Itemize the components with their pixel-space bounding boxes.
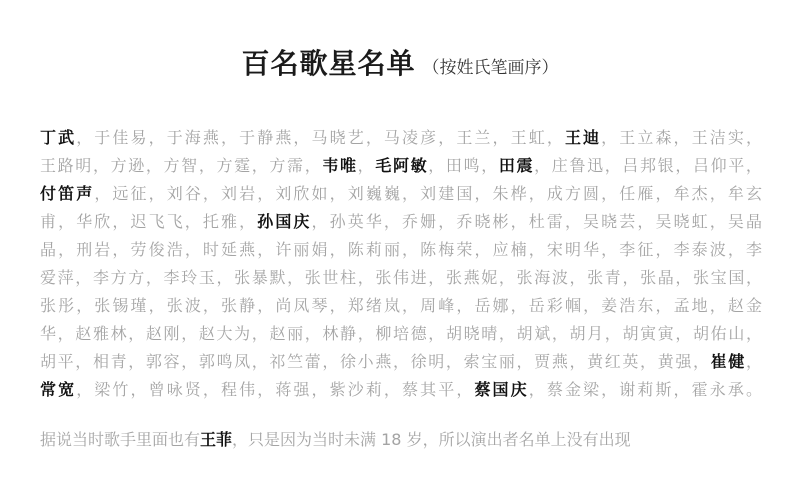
names-text: ，蔡金梁，谢莉斯，霍永承。 [528,380,762,399]
name-list-line [40,376,762,404]
name-list-line [40,124,762,152]
highlighted-singer-name: 蔡国庆 [474,380,529,399]
highlighted-singer-name: 丁武 [40,128,77,147]
names-text: 胡平，相青，郭容，郭鸣凤，祁竺蕾，徐小燕，徐明，索宝丽，贾燕，黄红英，黄强， [40,352,711,371]
names-text: 据说当时歌手里面也有 [40,430,201,449]
names-text: 华，赵雅林，赵刚，赵大为，赵丽，林静，柳培德，胡晓晴，胡斌，胡月，胡寅寅，胡佑山， [40,324,762,343]
highlighted-singer-name: 孙国庆 [257,212,312,231]
names-text: ，梁竹，曾咏贤，程伟，蒋强，紫沙莉，蔡其平， [76,380,475,399]
highlighted-singer-name: 常宽 [40,380,77,399]
footer-note [40,426,762,454]
names-text: 晶，刑岩，劳俊浩，时延燕，许丽娟，陈莉丽，陈梅荣，应楠，宋明华，李征，李泰波，李 [40,240,762,259]
names-text: 爱萍，李方方，李玲玉，张暴默，张世柱，张伟进，张燕妮，张海波，张青，张晶，张宝国， [40,268,762,287]
names-text: ，庄鲁迅，吕邦银，吕仰平， [534,156,762,175]
highlighted-singer-name: 韦唯 [322,156,358,175]
names-text: 甫，华欣，迟飞飞，托雅， [40,212,258,231]
highlighted-singer-name: 付笛声 [40,184,95,203]
name-list-line [40,292,762,320]
names-text: ，王立森，王洁实， [601,128,762,147]
name-list-line [40,208,762,236]
names-text: 王路明，方逊，方智，方霆，方霈， [40,156,323,175]
names-text: ，于佳易，于海燕，于静燕，马晓艺，马凌彦，王兰，王虹， [76,128,565,147]
highlighted-singer-name: 王菲 [200,430,233,449]
name-list-line [40,320,762,348]
highlighted-singer-name: 王迪 [564,128,602,147]
name-list [40,124,762,404]
name-list-line [40,264,762,292]
highlighted-singer-name: 田震 [498,156,535,175]
name-list-line [40,152,762,180]
title-sort-note: （按姓氏笔画序） [422,58,559,78]
names-text: ，孙英华，乔姗，乔晓彬，杜雷，吴晓芸，吴晓虹，吴晶 [311,212,762,231]
title-text: 百名歌星名单 [241,47,416,80]
names-text: ， [357,156,376,175]
names-text: ，远征，刘谷，刘岩，刘欣如，刘巍巍，刘建国，朱桦，成方圆，任雁，牟杰，牟玄 [94,184,762,203]
name-list-line [40,236,762,264]
highlighted-singer-name: 崔健 [710,352,746,371]
highlighted-singer-name: 毛阿敏 [375,156,429,175]
names-text: ， [745,352,762,371]
page-title [0,42,800,82]
names-text: ，只是因为当时未满 18 岁，所以演出者名单上没有出现 [232,430,631,449]
names-text: ，田鸣， [428,156,499,175]
names-text: 张彤，张锡瑾，张波，张静，尚凤琴，郑绪岚，周峰，岳娜，岳彩帼，姜浩东，孟地，赵金 [40,296,762,315]
name-list-line [40,180,762,208]
name-list-line [40,348,762,376]
